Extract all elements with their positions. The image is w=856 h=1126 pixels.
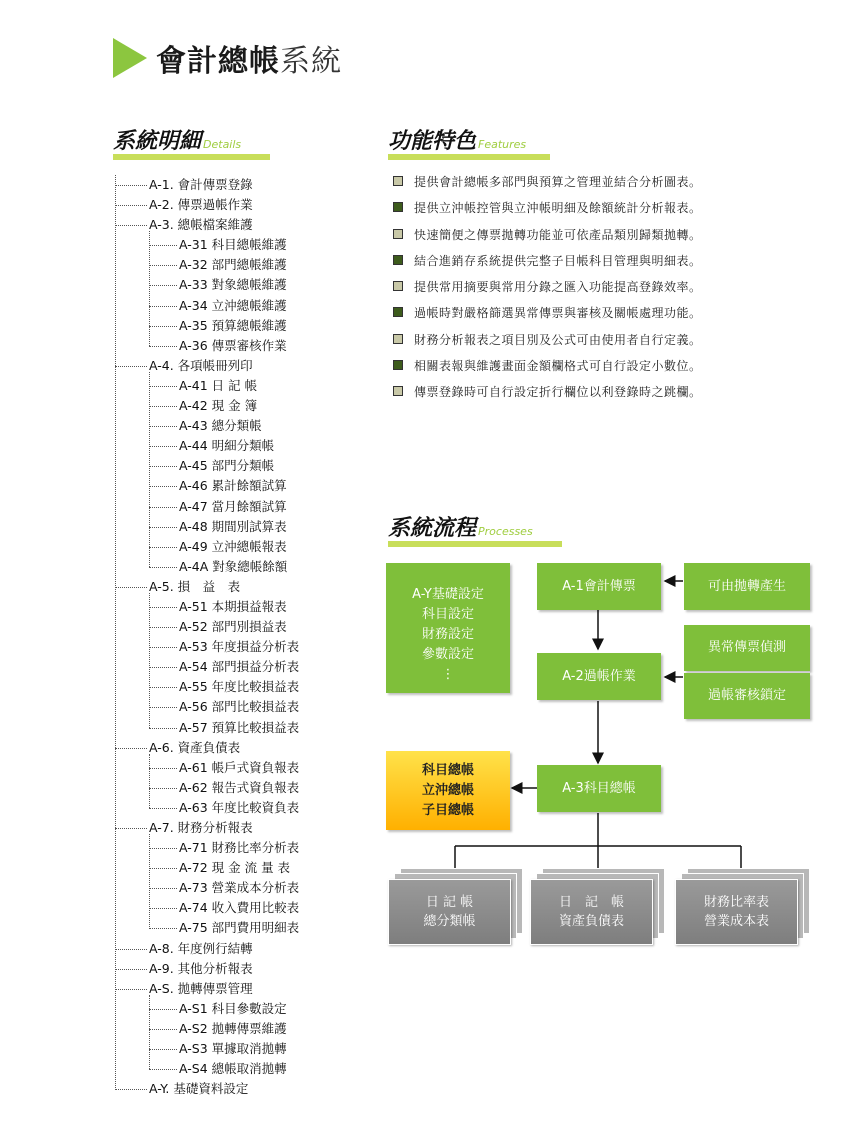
processes-underline: [388, 541, 562, 547]
feature-item: [390, 381, 810, 407]
tree-item-label: A-48 期間別試算表: [179, 518, 287, 534]
tree-subitem: [113, 497, 363, 517]
tree-item-label: A-32 部門總帳維護: [179, 257, 287, 273]
box-abnormal-detect: 異常傳票偵測: [684, 625, 810, 671]
tree-trunk: [115, 175, 116, 1090]
tree-connector: [149, 386, 177, 387]
tree-subitem: [113, 838, 363, 858]
tree-item-label: A-55 年度比較損益表: [179, 679, 300, 695]
tree-subitem: [113, 637, 363, 657]
tree-item: [113, 1079, 363, 1099]
header-arrow-icon: [113, 38, 147, 78]
tree-item-label: A-44 明細分類帳: [179, 438, 275, 454]
tree-item-label: A-35 預算總帳維護: [179, 317, 287, 333]
tree-item-label: A-41 日 記 帳: [179, 377, 258, 393]
tree-branch: [149, 231, 150, 346]
square-bullet-icon: [393, 334, 403, 344]
tree-subitem: [113, 617, 363, 637]
tree-connector: [115, 587, 147, 588]
tree-branch: [149, 995, 150, 1069]
tree-item-label: A-3. 總帳檔案維護: [149, 217, 253, 233]
tree-connector: [115, 185, 147, 186]
tree-item-label: A-71 財務比率分析表: [179, 840, 300, 856]
tree-connector: [115, 366, 147, 367]
tree-item-label: A-42 現 金 簿: [179, 398, 258, 414]
feature-item: [390, 250, 810, 276]
tree-connector: [149, 285, 177, 286]
tree-item-label: A-49 立沖總帳報表: [179, 538, 287, 554]
box-a3-ledger: A-3科目總帳: [537, 765, 661, 812]
feature-item: [390, 329, 810, 355]
features-list: [390, 171, 810, 408]
square-bullet-icon: [393, 281, 403, 291]
tree-connector: [149, 868, 177, 869]
tree-item-label: A-54 部門損益分析表: [179, 659, 300, 675]
tree-connector: [149, 908, 177, 909]
tree-item-label: A-61 帳戶式資負報表: [179, 759, 300, 775]
tree-subitem: [113, 255, 363, 275]
feature-text: 提供立沖帳控管與立沖帳明細及餘額統計分析報表。: [414, 201, 702, 216]
tree-subitem: [113, 436, 363, 456]
tree-item-label: A-72 現 金 流 量 表: [179, 860, 291, 876]
tree-connector: [149, 1049, 177, 1050]
tree-subitem: [113, 597, 363, 617]
details-tree: [113, 175, 363, 1099]
tree-subitem: [113, 537, 363, 557]
feature-text: 相關表報與維護畫面金額欄格式可自行設定小數位。: [414, 359, 702, 374]
tree-item: [113, 738, 363, 758]
tree-subitem: [113, 296, 363, 316]
tree-connector: [149, 567, 177, 568]
tree-connector: [149, 687, 177, 688]
tree-item-label: A-8. 年度例行結轉: [149, 940, 253, 956]
tree-connector: [149, 446, 177, 447]
tree-item-label: A-33 對象總帳維護: [179, 277, 287, 293]
tree-item: [113, 577, 363, 597]
tree-connector: [149, 547, 177, 548]
box-ay-basic-setup: A-Y基礎設定 科目設定 財務設定 參數設定 ⋮: [386, 563, 510, 693]
tree-connector: [149, 326, 177, 327]
feature-item: [390, 197, 810, 223]
tree-item: [113, 175, 363, 195]
tree-item-label: A-S3 單據取消拋轉: [179, 1041, 287, 1057]
tree-subitem: [113, 376, 363, 396]
tree-subitem: [113, 999, 363, 1019]
tree-connector: [149, 406, 177, 407]
tree-subitem: [113, 878, 363, 898]
tree-connector: [149, 808, 177, 809]
tree-item-label: A-1. 會計傳票登錄: [149, 177, 253, 192]
tree-item-label: A-S1 科目參數設定: [179, 1000, 287, 1016]
tree-item-label: A-56 部門比較損益表: [179, 699, 300, 715]
tree-connector: [149, 888, 177, 889]
tree-item-label: A-31 科目總帳維護: [179, 237, 287, 253]
tree-connector: [149, 1029, 177, 1030]
tree-connector: [149, 1009, 177, 1010]
processes-heading: 系統流程 Processes: [388, 516, 533, 541]
tree-item-label: A-6. 資產負債表: [149, 739, 241, 755]
tree-subitem: [113, 336, 363, 356]
tree-item: [113, 959, 363, 979]
tree-connector: [149, 707, 177, 708]
tree-connector: [149, 527, 177, 528]
tree-item-label: A-43 總分類帳: [179, 418, 262, 434]
tree-connector: [149, 607, 177, 608]
feature-text: 提供會計總帳多部門與預算之管理並結合分析圖表。: [414, 175, 702, 189]
tree-item-label: A-45 部門分類帳: [179, 458, 275, 474]
tree-connector: [149, 346, 177, 347]
tree-branch: [149, 593, 150, 728]
tree-subitem: [113, 778, 363, 798]
tree-subitem: [113, 416, 363, 436]
details-heading: 系統明細 Details: [113, 129, 242, 154]
tree-connector: [149, 728, 177, 729]
tree-subitem: [113, 557, 363, 577]
tree-item-label: A-52 部門別損益表: [179, 619, 287, 635]
tree-connector: [149, 306, 177, 307]
feature-text: 傳票登錄時可自行設定折行欄位以利登錄時之跳欄。: [414, 385, 702, 400]
tree-item-label: A-73 營業成本分析表: [179, 880, 300, 896]
feature-text: 快速簡便之傳票拋轉功能並可依產品類別歸類拋轉。: [414, 227, 702, 242]
tree-subitem: [113, 798, 363, 818]
tree-item-label: A-2. 傳票過帳作業: [149, 197, 253, 213]
tree-item: [113, 939, 363, 959]
box-a2-posting: A-2過帳作業: [537, 653, 661, 700]
tree-connector: [149, 245, 177, 246]
tree-item-label: A-63 年度比較資負表: [179, 799, 300, 815]
tree-connector: [149, 788, 177, 789]
tree-connector: [115, 828, 147, 829]
tree-subitem: [113, 1019, 363, 1039]
tree-connector: [115, 205, 147, 206]
tree-item-label: A-4. 各項帳冊列印: [149, 357, 253, 373]
tree-subitem: [113, 517, 363, 537]
box-sub-ledgers: 科目總帳 立沖總帳 子目總帳: [386, 751, 510, 830]
tree-connector: [115, 225, 147, 226]
box-a1-voucher: A-1會計傳票: [537, 563, 661, 610]
tree-item-label: A-62 報告式資負報表: [179, 779, 300, 795]
tree-item-label: A-75 部門費用明細表: [179, 920, 300, 936]
tree-connector: [149, 627, 177, 628]
page-title: 會計總帳系統: [156, 44, 342, 79]
output-ratio-cost: 財務比率表 營業成本表: [675, 879, 798, 945]
tree-item-label: A-5. 損 益 表: [149, 578, 241, 594]
square-bullet-icon: [393, 229, 403, 239]
tree-connector: [149, 507, 177, 508]
tree-connector: [149, 928, 177, 929]
tree-subitem: [113, 657, 363, 677]
feature-item: [390, 276, 810, 302]
tree-connector: [149, 667, 177, 668]
tree-item-label: A-74 收入費用比較表: [179, 900, 300, 916]
tree-subitem: [113, 677, 363, 697]
square-bullet-icon: [393, 307, 403, 317]
square-bullet-icon: [393, 176, 403, 186]
tree-connector: [149, 1069, 177, 1070]
square-bullet-icon: [393, 386, 403, 396]
feature-item: [390, 224, 810, 250]
tree-subitem: [113, 235, 363, 255]
square-bullet-icon: [393, 255, 403, 265]
box-auto-generate: 可由拋轉產生: [684, 563, 810, 610]
tree-subitem: [113, 758, 363, 778]
tree-item-label: A-4A 對象總帳餘額: [179, 558, 288, 574]
tree-subitem: [113, 918, 363, 938]
tree-item-label: A-S2 拋轉傳票維護: [179, 1020, 287, 1036]
tree-connector: [115, 748, 147, 749]
feature-text: 結合進銷存系統提供完整子目帳科目管理與明細表。: [414, 253, 702, 268]
output-journal-balance: 日 記 帳 資產負債表: [530, 879, 653, 945]
details-underline: [113, 154, 270, 160]
tree-connector: [149, 265, 177, 266]
tree-subitem: [113, 456, 363, 476]
tree-item-label: A-51 本期損益報表: [179, 598, 287, 614]
tree-subitem: [113, 718, 363, 738]
tree-connector: [149, 848, 177, 849]
square-bullet-icon: [393, 202, 403, 212]
tree-connector: [149, 768, 177, 769]
tree-subitem: [113, 476, 363, 496]
box-posting-lock: 過帳審核鎖定: [684, 673, 810, 719]
feature-text: 過帳時對嚴格篩選異常傳票與審核及關帳處理功能。: [414, 306, 702, 321]
tree-subitem: [113, 275, 363, 295]
tree-subitem: [113, 898, 363, 918]
tree-subitem: [113, 858, 363, 878]
tree-item-label: A-S4 總帳取消拋轉: [179, 1061, 287, 1077]
features-heading: 功能特色 Features: [388, 129, 527, 154]
tree-item: [113, 979, 363, 999]
output-journal-ledger: 日 記 帳 總分類帳: [388, 879, 511, 945]
feature-item: [390, 171, 810, 197]
tree-connector: [149, 466, 177, 467]
features-underline: [388, 154, 550, 160]
tree-connector: [115, 969, 147, 970]
tree-connector: [115, 989, 147, 990]
tree-item: [113, 818, 363, 838]
tree-connector: [115, 949, 147, 950]
tree-branch: [149, 372, 150, 567]
tree-connector: [149, 426, 177, 427]
tree-item-label: A-Y. 基礎資料設定: [149, 1081, 249, 1097]
tree-subitem: [113, 1039, 363, 1059]
tree-item-label: A-7. 財務分析報表: [149, 820, 253, 835]
tree-item-label: A-46 累計餘額試算: [179, 478, 287, 494]
tree-item-label: A-34 立沖總帳維護: [179, 297, 287, 313]
tree-connector: [149, 647, 177, 648]
feature-text: 財務分析報表之項目別及公式可由使用者自行定義。: [414, 332, 702, 347]
square-bullet-icon: [393, 360, 403, 370]
tree-subitem: [113, 316, 363, 336]
tree-item-label: A-53 年度損益分析表: [179, 639, 300, 655]
tree-item-label: A-47 當月餘額試算: [179, 498, 287, 514]
feature-text: 提供常用摘要與常用分錄之匯入功能提高登錄效率。: [414, 280, 702, 295]
tree-connector: [115, 1089, 147, 1090]
tree-item-label: A-57 預算比較損益表: [179, 719, 300, 735]
tree-subitem: [113, 1059, 363, 1079]
tree-item: [113, 195, 363, 215]
tree-connector: [149, 486, 177, 487]
tree-item-label: A-9. 其他分析報表: [149, 960, 253, 976]
tree-item: [113, 215, 363, 235]
tree-branch: [149, 834, 150, 929]
tree-item: [113, 356, 363, 376]
tree-branch: [149, 754, 150, 808]
tree-subitem: [113, 396, 363, 416]
feature-item: [390, 355, 810, 381]
tree-subitem: [113, 697, 363, 717]
tree-item-label: A-36 傳票審核作業: [179, 337, 287, 353]
feature-item: [390, 302, 810, 328]
tree-item-label: A-S. 拋轉傳票管理: [149, 980, 253, 996]
